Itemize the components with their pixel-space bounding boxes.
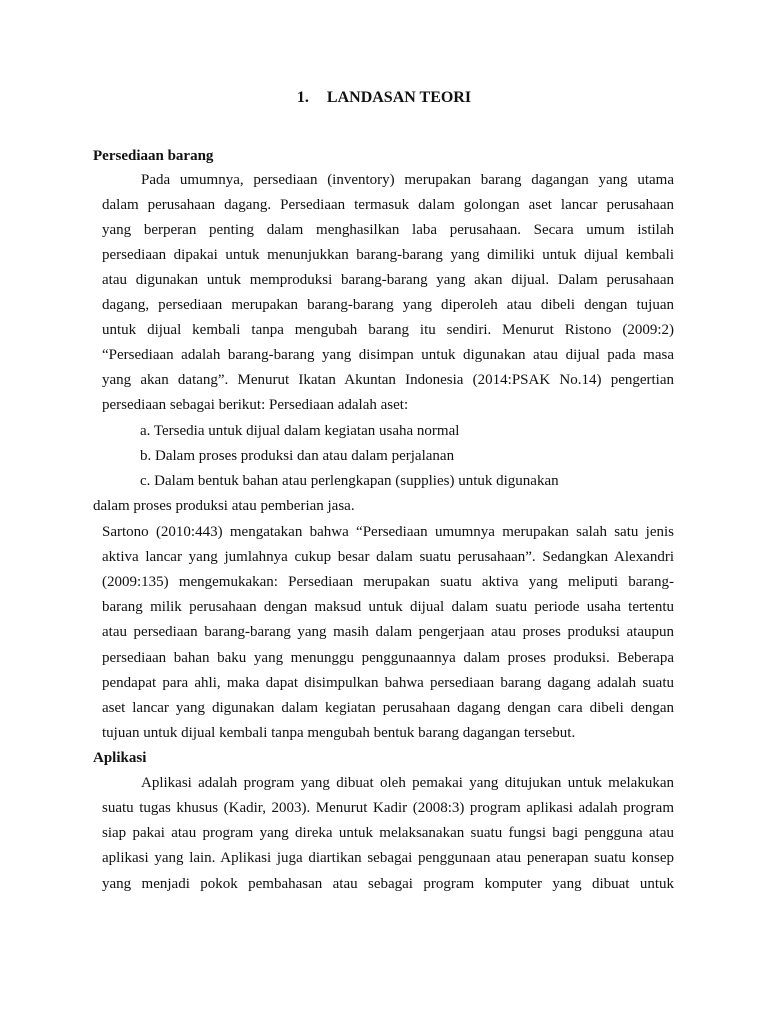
list-continuation: dalam proses produksi atau pemberian jasa. xyxy=(93,498,355,514)
text-line: aplikasi yang lain. Aplikasi juga diartikan sebagai penggunaan atau penerapan suatu konsep xyxy=(102,850,674,866)
text-line: untuk dijual kembali tanpa mengubah barang itu sendiri. Menurut Ristono (2009:2) xyxy=(102,322,674,338)
text-line: aset lancar yang digunakan dalam kegiatan perusahaan dagang dengan cara dibeli dengan xyxy=(102,700,674,716)
title-text: LANDASAN TEORI xyxy=(326,89,472,106)
text-line: suatu tugas khusus (Kadir, 2003). Menurut Kadir (2008:3) program aplikasi adalah program xyxy=(102,800,674,816)
text-line: barang milik perusahaan dengan maksud untuk dijual dalam suatu periode usaha tertentu xyxy=(102,599,674,615)
text-line: yang menjadi pokok pembahasan atau sebagai program komputer yang dibuat untuk xyxy=(102,876,674,892)
text-line: atau persediaan barang-barang yang masih dalam pengerjaan atau proses produksi ataupun xyxy=(102,624,674,640)
list-item: c. Dalam bentuk bahan atau perlengkapan (supplies) untuk digunakan xyxy=(140,473,559,489)
text-line: dagang, persediaan merupakan barang-barang yang diperoleh atau dibeli dengan tujuan xyxy=(102,297,674,313)
section-heading-persediaan: Persediaan barang xyxy=(93,148,214,164)
list-item: b. Dalam proses produksi dan atau dalam perjalanan xyxy=(140,448,455,464)
text-line: Sartono (2010:443) mengatakan bahwa “Persediaan umumnya merupakan salah satu jenis xyxy=(102,524,674,540)
text-line: pendapat para ahli, maka dapat disimpulkan bahwa persediaan barang dagang adalah suatu xyxy=(102,675,674,691)
text-line: siap pakai atau program yang direka untuk melaksanakan suatu fungsi bagi pengguna atau xyxy=(102,825,674,841)
list-item: a. Tersedia untuk dijual dalam kegiatan usaha normal xyxy=(140,423,460,439)
text-line: persediaan dipakai untuk menunjukkan barang-barang yang dimiliki untuk dijual kembali xyxy=(102,247,674,263)
text-line: dalam perusahaan dagang. Persediaan termasuk dalam golongan aset lancar perusahaan xyxy=(102,197,674,213)
text-line: yang akan datang”. Menurut Ikatan Akuntan Indonesia (2014:PSAK No.14) pengertian xyxy=(102,372,674,388)
text-line: yang berperan penting dalam menghasilkan laba perusahaan. Secara umum istilah xyxy=(102,222,674,238)
text-line: (2009:135) mengemukakan: Persediaan merupakan suatu aktiva yang meliputi barang- xyxy=(102,574,674,590)
text-line: tujuan untuk dijual kembali tanpa mengubah bentuk barang dagangan tersebut. xyxy=(102,725,576,741)
text-line: atau digunakan untuk memproduksi barang-barang yang akan dijual. Dalam perusahaan xyxy=(102,272,674,288)
text-line: persediaan bahan baku yang menunggu penggunaannya dalam proses produksi. Beberapa xyxy=(102,650,674,666)
text-line: “Persediaan adalah barang-barang yang disimpan untuk digunakan atau dijual pada masa xyxy=(102,347,674,363)
text-line: Pada umumnya, persediaan (inventory) merupakan barang dagangan yang utama xyxy=(141,172,674,188)
section-heading-aplikasi: Aplikasi xyxy=(93,750,147,766)
page-title xyxy=(0,88,768,108)
text-line: persediaan sebagai berikut: Persediaan adalah aset: xyxy=(102,397,409,413)
text-line: aktiva lancar yang jumlahnya cukup besar dalam suatu perusahaan”. Sedangkan Alexandri xyxy=(102,549,674,565)
text-line: Aplikasi adalah program yang dibuat oleh pemakai yang ditujukan untuk melakukan xyxy=(141,775,674,791)
title-number: 1. xyxy=(296,89,309,106)
